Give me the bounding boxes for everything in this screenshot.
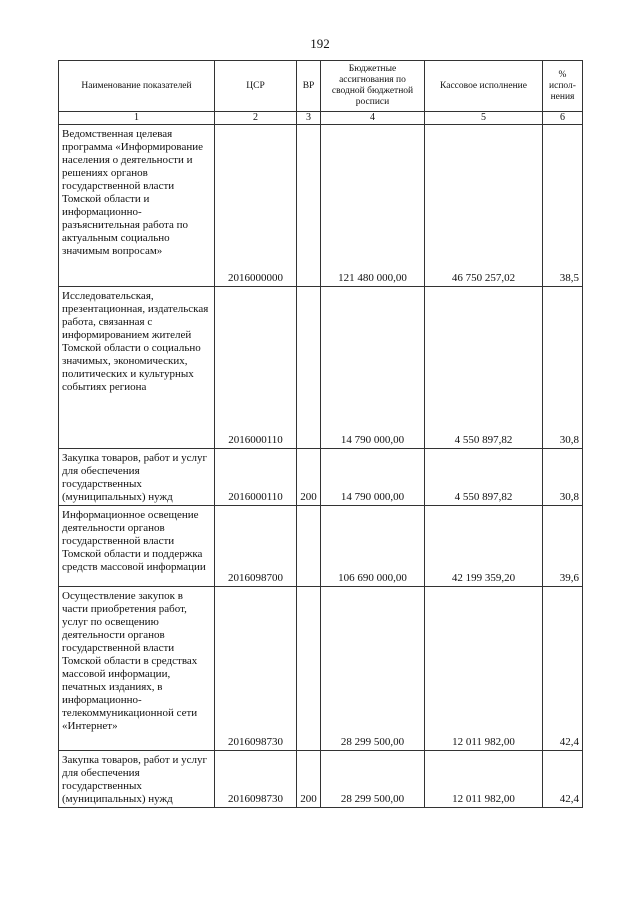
row-vr: 200: [297, 449, 321, 506]
row-vr: 200: [297, 751, 321, 808]
row-cash: 4 550 897,82: [425, 449, 543, 506]
row-name: Информационное освещение деятельности органов государственной власти Томской области и поддержка средств массовой информации: [59, 506, 215, 587]
row-csr: 2016098730: [215, 587, 297, 751]
column-number: 6: [543, 112, 583, 125]
header-csr: ЦСР: [215, 61, 297, 112]
table-row: [59, 125, 583, 287]
table-row: [59, 751, 583, 808]
row-csr: 2016000110: [215, 449, 297, 506]
row-vr: [297, 287, 321, 449]
row-csr: 2016000110: [215, 287, 297, 449]
table-row: [59, 287, 583, 449]
row-name: Ведомственная целевая программа «Информирование населения о деятельности и решениях органов государственной власти Томской области и информационно-разъяснительная работа по актуальным социально значимым вопросам»: [59, 125, 215, 287]
row-vr: [297, 125, 321, 287]
row-cash: 4 550 897,82: [425, 287, 543, 449]
header-row: [59, 61, 583, 112]
column-number-row: [59, 112, 583, 125]
header-vr: ВР: [297, 61, 321, 112]
row-cash: 12 011 982,00: [425, 587, 543, 751]
row-cash: 46 750 257,02: [425, 125, 543, 287]
header-cash: Кассовое исполнение: [425, 61, 543, 112]
row-percent: 38,5: [543, 125, 583, 287]
row-budget: 106 690 000,00: [321, 506, 425, 587]
row-percent: 42,4: [543, 751, 583, 808]
column-number: 5: [425, 112, 543, 125]
row-csr: 2016098700: [215, 506, 297, 587]
row-percent: 39,6: [543, 506, 583, 587]
row-percent: 42,4: [543, 587, 583, 751]
row-name: Закупка товаров, работ и услуг для обеспечения государственных (муниципальных) нужд: [59, 449, 215, 506]
header-budget: Бюджетные ассигнования по сводной бюджетной росписи: [321, 61, 425, 112]
row-csr: 2016000000: [215, 125, 297, 287]
page-number: 192: [310, 36, 330, 51]
table-row: [59, 506, 583, 587]
table-row: [59, 449, 583, 506]
column-number: 3: [297, 112, 321, 125]
row-cash: 42 199 359,20: [425, 506, 543, 587]
row-budget: 28 299 500,00: [321, 751, 425, 808]
header-name: Наименование показателей: [59, 61, 215, 112]
row-percent: 30,8: [543, 449, 583, 506]
column-number: 2: [215, 112, 297, 125]
row-budget: 14 790 000,00: [321, 287, 425, 449]
row-vr: [297, 587, 321, 751]
header-percent: % испол-нения: [543, 61, 583, 112]
row-budget: 28 299 500,00: [321, 587, 425, 751]
row-name: Исследовательская, презентационная, издательская работа, связанная с информированием жителей Томской области о социально значимых, экономических, политических и культурных событиях региона: [59, 287, 215, 449]
row-budget: 14 790 000,00: [321, 449, 425, 506]
column-number: 1: [59, 112, 215, 125]
row-name: Закупка товаров, работ и услуг для обеспечения государственных (муниципальных) нужд: [59, 751, 215, 808]
row-csr: 2016098730: [215, 751, 297, 808]
table-row: [59, 587, 583, 751]
budget-execution-table: [58, 60, 583, 808]
row-name: Осуществление закупок в части приобретения работ, услуг по освещению деятельности органов государственной власти Томской области в средствах массовой информации, печатных изданиях, в информационно-телекоммуникационной сети «Интернет»: [59, 587, 215, 751]
row-cash: 12 011 982,00: [425, 751, 543, 808]
column-number: 4: [321, 112, 425, 125]
row-vr: [297, 506, 321, 587]
row-percent: 30,8: [543, 287, 583, 449]
row-budget: 121 480 000,00: [321, 125, 425, 287]
